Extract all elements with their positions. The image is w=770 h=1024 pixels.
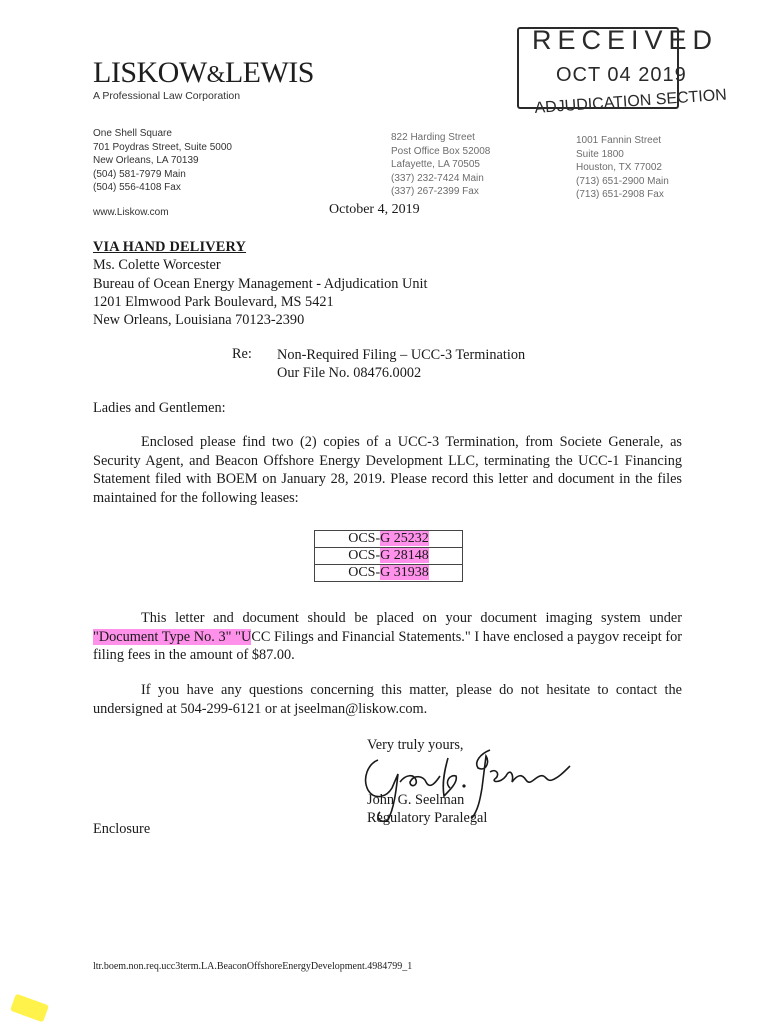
paragraph-text: CC Filings and Financial Statements." I have enclosed a paygov receipt for filing fees in the amount of $87.00.: [93, 628, 683, 663]
enclosure-note: Enclosure: [93, 821, 151, 837]
recipient-line: Ms. Colette Worcester: [93, 257, 221, 274]
document-footer-id: ltr.boem.non.req.ucc3term.LA.BeaconOffshoreEnergyDevelopment.4984799_1: [93, 961, 413, 972]
firm-logo: LISKOW&LEWIS: [93, 56, 314, 89]
address-line: Lafayette, LA 70505: [391, 159, 480, 171]
handwritten-signature: [340, 738, 580, 823]
table-row: [315, 531, 463, 548]
address-line: 701 Poydras Street, Suite 5000: [93, 141, 232, 153]
address-line: One Shell Square: [93, 128, 172, 139]
firm-tagline: A Professional Law Corporation: [93, 90, 241, 102]
stamp-section: ADJUDICATION SECTION: [534, 86, 728, 117]
paragraph-body-3: If you have any questions concerning this matter, please do not hesitate to contact the undersigned at 504-299-6121 or at jseelman@liskow.com.: [93, 682, 682, 717]
address-line: (713) 651-2900 Main: [576, 175, 669, 187]
address-line: (337) 232-7424 Main: [391, 172, 484, 184]
stamp-received-text: RECEIVED: [532, 25, 719, 55]
lease-cell: OCS-G 28148: [315, 548, 463, 565]
table-row: [315, 565, 463, 582]
leases-table: [314, 530, 463, 582]
address-line: 822 Harding Street: [391, 132, 475, 143]
firm-website: www.Liskow.com: [93, 207, 169, 218]
address-line: (337) 267-2399 Fax: [391, 186, 479, 198]
closing-line: Very truly yours,: [367, 737, 464, 753]
lease-cell: OCS-G 25232: [315, 531, 463, 548]
table-row: [315, 548, 463, 565]
address-line: (713) 651-2908 Fax: [576, 189, 664, 201]
lease-cell: OCS-G 31938: [315, 565, 463, 582]
re-line: Our File No. 08476.0002: [277, 365, 422, 382]
address-line: (504) 581-7979 Main: [93, 168, 186, 180]
paragraph-body-2: [93, 609, 682, 665]
re-label: Re:: [232, 346, 252, 362]
stamp-date: OCT 04 2019: [556, 64, 687, 86]
paragraph-body-1: Enclosed please find two (2) copies of a UCC-3 Termination, from Societe Generale, as Security Agent, and Beacon Offshore Energy Development LLC, terminating the UCC-1 Financing Statement filed with BOEM on January 28, 2019. Please record this letter and document in the files maintained for the following leases:: [93, 434, 682, 506]
office-address-new-orleans: [93, 127, 232, 195]
address-line: Houston, TX 77002: [576, 162, 662, 174]
recipient-line: 1201 Elmwood Park Boulevard, MS 5421: [93, 293, 334, 310]
signer-title: Regulatory Paralegal: [367, 810, 488, 827]
signer-name: John G. Seelman: [367, 791, 465, 808]
address-line: New Orleans, LA 70139: [93, 155, 199, 167]
office-address-lafayette: [391, 131, 490, 199]
re-subject: [277, 346, 525, 383]
recipient-line: New Orleans, Louisiana 70123-2390: [93, 312, 305, 329]
office-address-houston: [576, 134, 669, 202]
address-line: 1001 Fannin Street: [576, 135, 662, 146]
address-line: (504) 556-4108 Fax: [93, 182, 181, 194]
address-line: Suite 1800: [576, 148, 624, 160]
highlighted-text: "Document Type No. 3" "U: [93, 628, 252, 645]
recipient-block: [93, 238, 427, 329]
re-line: Non-Required Filing – UCC-3 Termination: [277, 347, 526, 363]
address-line: Post Office Box 52008: [391, 145, 491, 157]
paragraph-text: This letter and document should be placed on your document imaging system under: [141, 610, 682, 626]
salutation: Ladies and Gentlemen:: [93, 400, 226, 416]
recipient-line: Bureau of Ocean Energy Management - Adjudication Unit: [93, 275, 428, 292]
delivery-method: VIA HAND DELIVERY: [93, 239, 247, 255]
letter-date: October 4, 2019: [329, 202, 420, 217]
sticky-note: [10, 994, 49, 1023]
